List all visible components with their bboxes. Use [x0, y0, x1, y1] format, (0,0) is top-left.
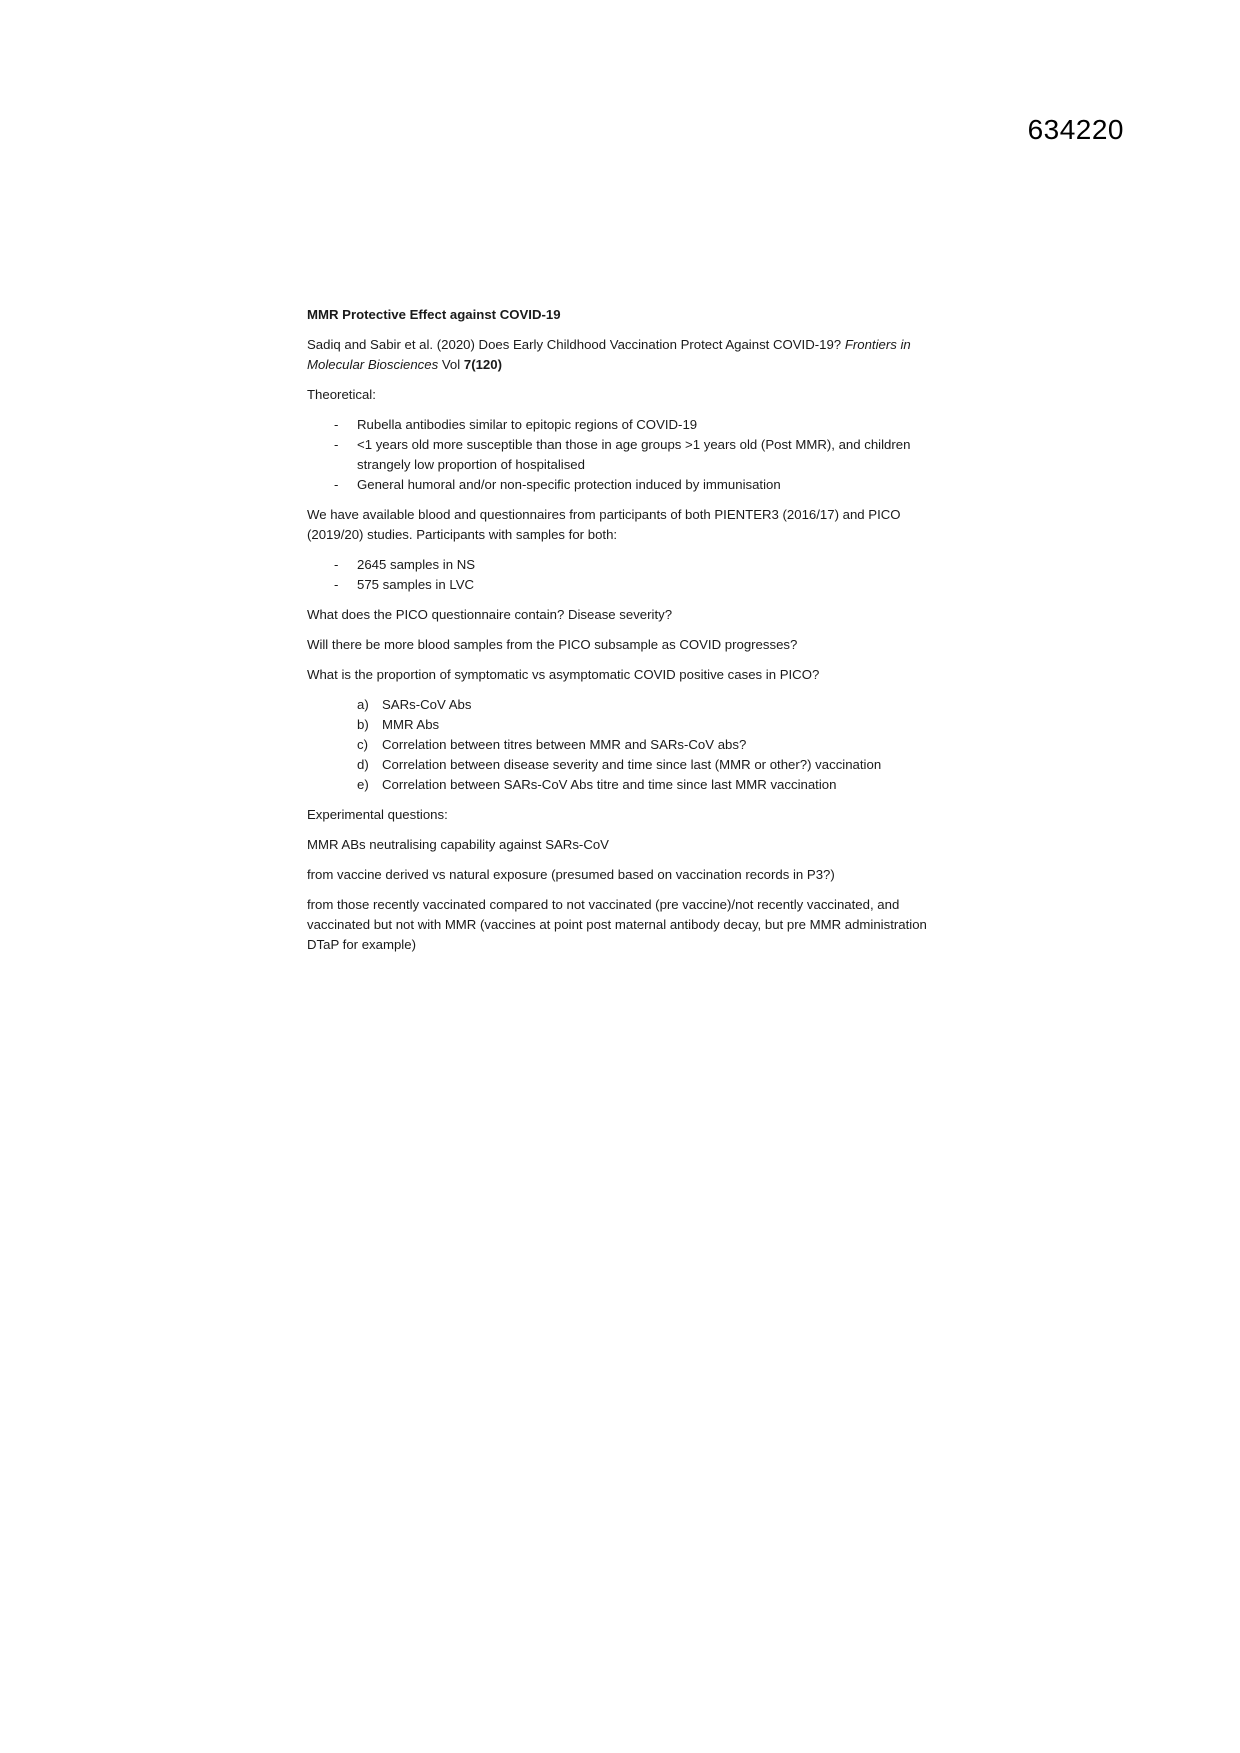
list-item — [307, 695, 947, 715]
list-item-text: 575 samples in LVC — [357, 577, 475, 592]
list-item-text: General humoral and/or non-specific protection induced by immunisation — [357, 477, 781, 492]
list-item-text: Correlation between titres between MMR and SARs-CoV abs? — [382, 737, 747, 752]
list-marker: - — [334, 577, 339, 592]
list-item — [307, 715, 947, 735]
list-item-text: Rubella antibodies similar to epitopic regions of COVID-19 — [357, 417, 698, 432]
question-paragraph: What is the proportion of symptomatic vs asymptomatic COVID positive cases in PICO? — [307, 667, 820, 682]
document-title: MMR Protective Effect against COVID-19 — [307, 307, 561, 322]
theoretical-heading: Theoretical: — [307, 387, 376, 402]
list-marker: d) — [357, 757, 369, 772]
analysis-list — [307, 695, 947, 795]
document-id: 634220 — [1027, 114, 1124, 145]
list-marker: - — [334, 417, 339, 432]
list-marker: a) — [357, 697, 369, 712]
list-item — [307, 435, 947, 475]
list-item-text: 2645 samples in NS — [357, 557, 476, 572]
citation-vol-number: 7(120) — [463, 357, 502, 372]
experimental-paragraph: MMR ABs neutralising capability against SARs-CoV — [307, 837, 609, 852]
list-item — [307, 555, 947, 575]
list-marker: e) — [357, 777, 369, 792]
list-item-text: MMR Abs — [382, 717, 440, 732]
list-item-text: <1 years old more susceptible than those in age groups >1 years old (Post MMR), and children strangely low proportion of hospitalised — [357, 437, 911, 472]
availability-paragraph: We have available blood and questionnaires from participants of both PIENTER3 (2016/17) and PICO (2019/20) studies. Participants with samples for both: — [307, 507, 901, 542]
citation-journal: Frontiers in Molecular Biosciences — [307, 337, 911, 372]
citation-prefix: Sadiq and Sabir et al. (2020) Does Early Childhood Vaccination Protect Against COVID-19? — [307, 337, 845, 352]
citation — [307, 335, 947, 375]
list-marker: b) — [357, 717, 369, 732]
list-marker: - — [334, 557, 339, 572]
list-item — [307, 735, 947, 755]
theoretical-list — [307, 415, 947, 495]
list-item — [307, 775, 947, 795]
samples-list — [307, 555, 947, 595]
question-paragraph: Will there be more blood samples from the PICO subsample as COVID progresses? — [307, 637, 798, 652]
question-paragraph: What does the PICO questionnaire contain? Disease severity? — [307, 607, 673, 622]
document-body — [307, 305, 947, 965]
citation-vol-text: Vol — [438, 357, 464, 372]
list-marker: c) — [357, 737, 368, 752]
list-marker: - — [334, 477, 339, 492]
list-marker: - — [334, 437, 339, 452]
experimental-heading: Experimental questions: — [307, 807, 448, 822]
list-item-text: Correlation between disease severity and time since last (MMR or other?) vaccination — [382, 757, 882, 772]
list-item — [307, 755, 947, 775]
list-item — [307, 575, 947, 595]
experimental-paragraph: from vaccine derived vs natural exposure (presumed based on vaccination records in P3?) — [307, 867, 835, 882]
list-item-text: Correlation between SARs-CoV Abs titre and time since last MMR vaccination — [382, 777, 837, 792]
list-item — [307, 475, 947, 495]
experimental-paragraph: from those recently vaccinated compared to not vaccinated (pre vaccine)/not recently vaccinated, and vaccinated but not with MMR (vaccines at point post maternal antibody decay, but pre MMR administration DTaP for example) — [307, 897, 927, 952]
list-item — [307, 415, 947, 435]
list-item-text: SARs-CoV Abs — [382, 697, 472, 712]
